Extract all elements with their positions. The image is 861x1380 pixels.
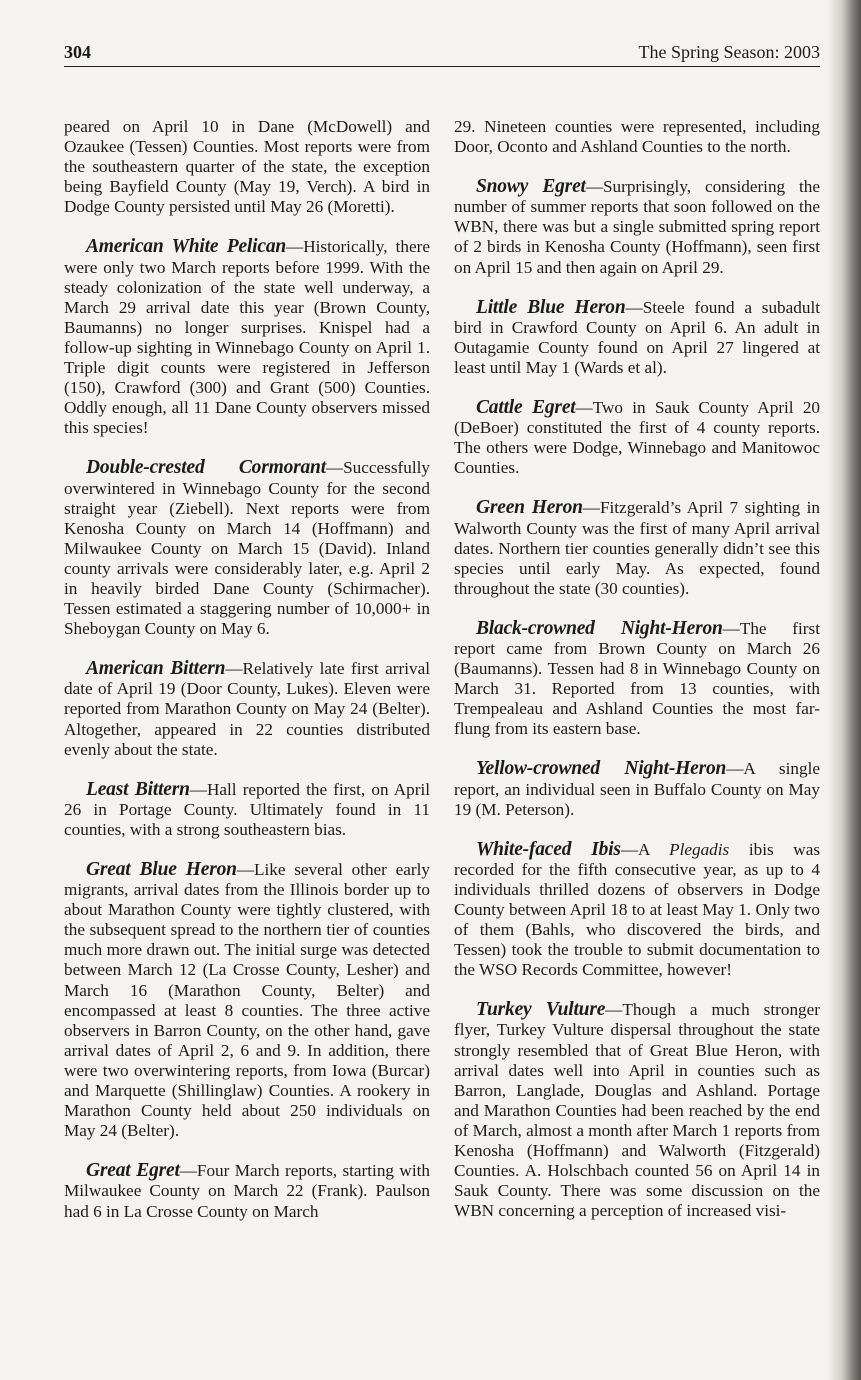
species-account: —Historically, there were only two March reports before 1999. With the steady colonization of the state well underway, a March 29 arrival date this year (Brown County, Baumanns) no longer surprises. Knispel had a follow-up sighting in Winnebago County on April 1. Triple digit counts were registered in Jefferson (150), Crawford (300) and Grant (500) Counties. Oddly enough, all 11 Dane County observers missed this species! [64, 237, 430, 438]
species-entry [454, 298, 820, 378]
page-header [64, 40, 820, 67]
species-account: —Like several other early migrants, arrival dates from the Illinois border up to about Marathon County were tightly clustered, with the subsequent spread to the northern tier of counties much more drawn out. The initial surge was detected between March 12 (La Crosse County, Lesher) and March 16 (Marathon County, Belter) and encompassed at least 8 counties. The three active observers in Barron County, on the other hand, gave arrival dates of April 2, 6 and 9. In addition, there were two overwintering reports, from Iowa (Burcar) and Marquette (Shillinglaw) Counties. A rookery in Marathon County held about 250 individuals on May 24 (Belter). [64, 860, 430, 1141]
running-head: The Spring Season: 2003 [638, 42, 820, 62]
species-account: —Two in Sauk County April 20 (DeBoer) constituted the first of 4 county reports. The others were Dodge, Winnebago and Manitowoc Counties. [454, 398, 821, 478]
species-entry [454, 1000, 820, 1221]
species-account: —A single report, an individual seen in Buffalo County on May 19 (M. Peterson). [454, 759, 820, 819]
species-account: —Relatively late first arrival date of April 19 (Door County, Lukes). Eleven were reported from Marathon County on May 24 (Belter). Altogether, appeared in 22 counties distributed evenly about the state. [64, 659, 431, 759]
species-entry [64, 1161, 430, 1221]
species-account-lead: —A [620, 839, 670, 859]
species-entry [454, 177, 820, 277]
species-name: Yellow-crowned Night-Heron [476, 758, 727, 780]
species-account: —Steele found a subadult bird in Crawford County on April 6. An adult in Outagamie County found on April 27 lingered at least until May 1 (Wards et al). [454, 297, 820, 377]
species-name: Great Egret [86, 1160, 180, 1182]
species-name: Cattle Egret [476, 397, 576, 419]
continued-paragraph: peared on April 10 in Dane (McDowell) and Ozaukee (Tessen) Counties. Most reports were from the southeastern quarter of the state, the exception being Bayfield County (May 19, Verch). A bird in Dodge County persisted until May 26 (Moretti). [64, 117, 430, 217]
species-account: —The first report came from Brown County on March 26 (Baumanns). Tessen had 8 in Winnebago County on March 31. Reported from 13 counties, with Trempealeau and Ashland Counties the most far-flung from its eastern base. [454, 618, 820, 739]
species-name: Great Blue Heron [86, 859, 237, 880]
right-column [454, 117, 820, 1241]
species-entry [454, 619, 820, 740]
species-entry [454, 498, 820, 598]
scientific-genus-name: Plegadis [669, 839, 730, 859]
species-name: American Bittern [86, 658, 226, 680]
species-name: Little Blue Heron [476, 296, 626, 318]
species-name: American White Pelican [86, 236, 287, 258]
species-name: Double-crested Cormorant [86, 457, 326, 479]
page-edge-shadow [827, 0, 861, 1380]
species-entry [64, 860, 430, 1141]
species-name: Snowy Egret [476, 176, 586, 198]
continued-paragraph: 29. Nineteen counties were represented, including Door, Oconto and Ashland Counties to the north. [454, 117, 820, 157]
species-account: —Fitzgerald’s April 7 sighting in Walworth County was the first of many April arrival dates. Northern tier counties generally didn’t see this species until early May. As expected, found throughout the state (30 counties). [454, 498, 820, 598]
left-column [64, 117, 430, 1242]
species-name: White-faced Ibis [476, 838, 621, 860]
species-account: ibis was recorded for the fifth consecutive year, as up to 4 individuals thrilled dozens of observers in Dodge County between April 18 to at least May 1. Only two of them (Bahls, who discovered the birds, and Tessen) took the trouble to submit documentation to the WSO Records Committee, however! [454, 839, 821, 980]
species-name: Black-crowned Night-Heron [476, 617, 723, 639]
species-account: —Surprisingly, considering the number of summer reports that soon followed on the WBN, there was but a single submitted spring report of 2 birds in Kenosha County (Hoffmann), seen first on April 15 and then again on April 29. [454, 177, 820, 277]
species-name: Least Bittern [86, 778, 190, 800]
species-entry [454, 759, 820, 819]
species-name: Green Heron [476, 497, 583, 519]
species-entry [64, 458, 430, 639]
species-entry [454, 840, 820, 981]
species-entry [64, 659, 430, 759]
page-number: 304 [64, 42, 91, 62]
species-account: —Though a much stronger flyer, Turkey Vulture dispersal throughout the state strongly resembled that of Great Blue Heron, with arrival dates well into April in counties such as Barron, Langlade, Douglas and Ashland. Portage and Marathon Counties had been reached by the end of March, almost a month after March 1 reports from Kenosha (Hoffmann) and Walworth (Fitzgerald) Counties. A. Holschbach counted 56 on April 14 in Sauk County. There was some discussion on the WBN concerning a perception of increased visi- [454, 1000, 820, 1221]
species-entry [64, 780, 430, 840]
species-account: —Successfully overwintered in Winnebago County for the second straight year (Ziebell). Next reports were from Kenosha County on March 14 (Hoffmann) and Milwaukee County on March 15 (David). Inland county arrivals were considerably later, e.g. April 2 in heavily birded Dane County (Schirmacher). Tessen estimated a staggering number of 10,000+ in Sheboygan County on May 6. [64, 458, 430, 639]
species-entry [64, 237, 430, 438]
species-account: —Hall reported the first, on April 26 in Portage County. Ultimately found in 11 counties, with a strong southeastern bias. [64, 779, 431, 839]
species-entry [454, 398, 820, 478]
species-name: Turkey Vulture [476, 999, 606, 1021]
species-account: —Four March reports, starting with Milwaukee County on March 22 (Frank). Paulson had 6 in La Crosse County on March [64, 1161, 430, 1221]
